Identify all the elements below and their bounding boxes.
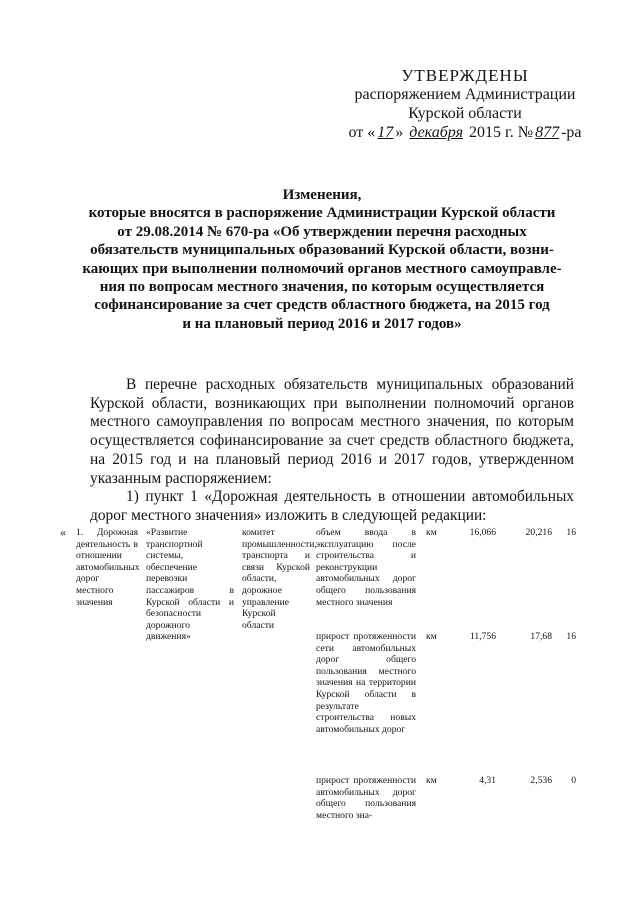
indicator-cell: объем ввода в эксплуатацию после строительства и реконструкции автомобильных дорог общего пользования местного значения (316, 527, 416, 608)
approval-date-line (340, 123, 590, 142)
value-2017-cell: 0 (571, 775, 576, 786)
date-prefix: от « (348, 124, 376, 141)
value-2015-cell: 4,31 (479, 775, 496, 786)
approval-title: УТВЕРЖДЕНЫ (401, 66, 529, 85)
unit-cell: км (426, 631, 437, 642)
approval-line-1: распоряжением Администрации (354, 86, 576, 103)
table-col-item (76, 527, 138, 608)
heading-line: которые вносятся в распоряжение Администрации Курской области (88, 205, 556, 222)
date-year: 2015 г. № (465, 124, 534, 141)
unit-cell: км (426, 775, 437, 786)
item-number: 1. (76, 527, 84, 538)
indicator-cell: прирост протяженности сети автомобильных дорог общего пользования местного значения на территории Курской области в результате строительства новых автомобильных дорог (316, 631, 416, 735)
value-2016-cell: 2,536 (530, 775, 552, 786)
date-day: 17 (377, 124, 394, 141)
approval-block (340, 66, 590, 142)
value-2015-cell: 16,066 (469, 527, 496, 538)
heading-line: от 29.08.2014 № 670-ра «Об утверждении перечня расходных (117, 223, 527, 240)
table-col-program: «Развитие транспортной системы, обеспечение перевозки пассажиров в Курской области и безопасности дорожного движения» (146, 527, 234, 643)
heading-line: Изменения, (282, 187, 362, 203)
date-mid: » (395, 124, 408, 141)
value-2017-cell: 16 (566, 631, 576, 642)
value-2017-cell: 16 (566, 527, 576, 538)
heading-line: ния по вопросам местного значения, по которым осуществляется (99, 279, 545, 296)
value-2016-cell: 20,216 (525, 527, 552, 538)
value-2015-cell: 11,756 (469, 631, 496, 642)
body-text (90, 376, 574, 526)
heading-line: и на плановый период 2016 и 2017 годов» (182, 315, 462, 332)
heading-line: софинансирование за счет средств областного бюджета, на 2015 год (94, 297, 550, 314)
approval-line-2: Курской области (408, 105, 522, 122)
item-title: Дорожная деятельность в отношении автомобильных дорог местного значения (76, 527, 140, 608)
indicator-cell: прирост протяженности автомобильных дорог общего пользования местного зна- (316, 775, 416, 821)
date-month: декабря (409, 124, 464, 141)
table-col-authority: комитет промышленности, транспорта и связи Курской области, дорожное управление Курской области (242, 527, 317, 631)
table-open-quote: « (60, 525, 66, 539)
heading-line: кающих при выполнении полномочий органов местного самоуправле- (82, 260, 562, 277)
order-suffix: -ра (561, 124, 582, 141)
order-number: 877 (535, 124, 560, 141)
document-heading (72, 186, 572, 333)
value-2016-cell: 17,68 (530, 631, 552, 642)
heading-line: обязательств муниципальных образований Курской области, возни- (90, 242, 554, 259)
body-paragraph-2: 1) пункт 1 «Дорожная деятельность в отношении автомобильных дорог местного значения» изложить в следующей редакции: (90, 488, 574, 524)
unit-cell: км (426, 527, 437, 538)
body-paragraph-1: В перечне расходных обязательств муниципальных образований Курской области, возникающих при выполнении полномочий органов местного самоуправления по вопросам местного значения, по которым осуществляется софинансирование за счет средств областного бюджета, на 2015 год и на плановый период 2016 и 2017 годов, утвержденном указанным распоряжением: (90, 376, 574, 487)
